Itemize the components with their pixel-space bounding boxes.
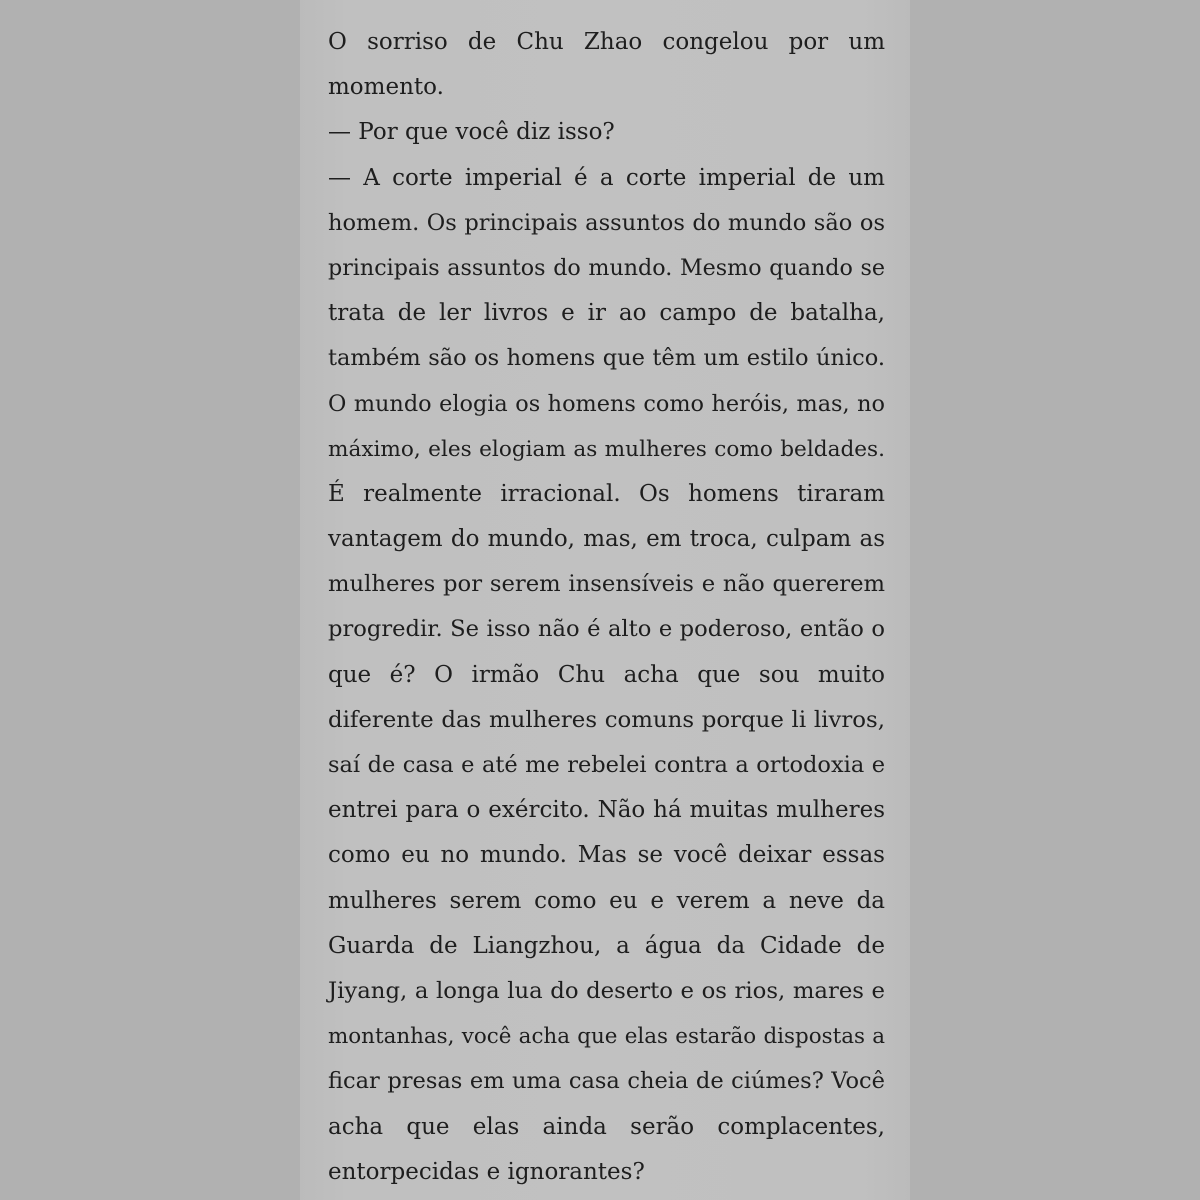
text-line: homem. Os principais assuntos do mundo são os bbox=[328, 209, 885, 236]
book-page bbox=[300, 0, 910, 1200]
text-line: vantagem do mundo, mas, em troca, culpam as bbox=[328, 526, 885, 553]
text-line: ficar presas em uma casa cheia de ciúmes? Você bbox=[328, 1068, 885, 1095]
text-line: acha que elas ainda serão complacentes, bbox=[328, 1113, 885, 1140]
text-line: Guarda de Liangzhou, a água da Cidade de bbox=[328, 932, 885, 959]
text-line: principais assuntos do mundo. Mesmo quando se bbox=[328, 254, 885, 281]
text-line: O mundo elogia os homens como heróis, mas, no bbox=[328, 390, 885, 417]
text-line: trata de ler livros e ir ao campo de batalha, bbox=[328, 300, 885, 327]
page-text bbox=[328, 20, 885, 1195]
text-line: diferente das mulheres comuns porque li livros, bbox=[328, 706, 885, 733]
text-line: montanhas, você acha que elas estarão dispostas a bbox=[328, 1024, 885, 1050]
text-line: Jiyang, a longa lua do deserto e os rios, mares e bbox=[328, 977, 885, 1004]
text-line: progredir. Se isso não é alto e poderoso, então o bbox=[328, 616, 885, 643]
text-line: É realmente irracional. Os homens tiraram bbox=[328, 480, 885, 507]
text-line: que é? O irmão Chu acha que sou muito bbox=[328, 661, 885, 688]
text-line: saí de casa e até me rebelei contra a ortodoxia e bbox=[328, 752, 885, 778]
text-line: mulheres serem como eu e verem a neve da bbox=[328, 887, 885, 914]
paragraph-1 bbox=[328, 20, 885, 110]
text-line: também são os homens que têm um estilo único. bbox=[328, 345, 885, 372]
text-line: entorpecidas e ignorantes? bbox=[328, 1158, 645, 1185]
paragraph-2 bbox=[328, 110, 885, 155]
text-line: — Por que você diz isso? bbox=[328, 119, 615, 146]
text-line: momento. bbox=[328, 74, 444, 101]
text-line: O sorriso de Chu Zhao congelou por um bbox=[328, 29, 885, 55]
text-line: como eu no mundo. Mas se você deixar essas bbox=[328, 842, 885, 869]
text-line: — A corte imperial é a corte imperial de um bbox=[328, 164, 885, 191]
paragraph-3 bbox=[328, 156, 885, 1195]
text-line: entrei para o exército. Não há muitas mulheres bbox=[328, 797, 885, 824]
text-line: máximo, eles elogiam as mulheres como beldades. bbox=[328, 436, 885, 462]
text-line: mulheres por serem insensíveis e não quererem bbox=[328, 571, 885, 598]
